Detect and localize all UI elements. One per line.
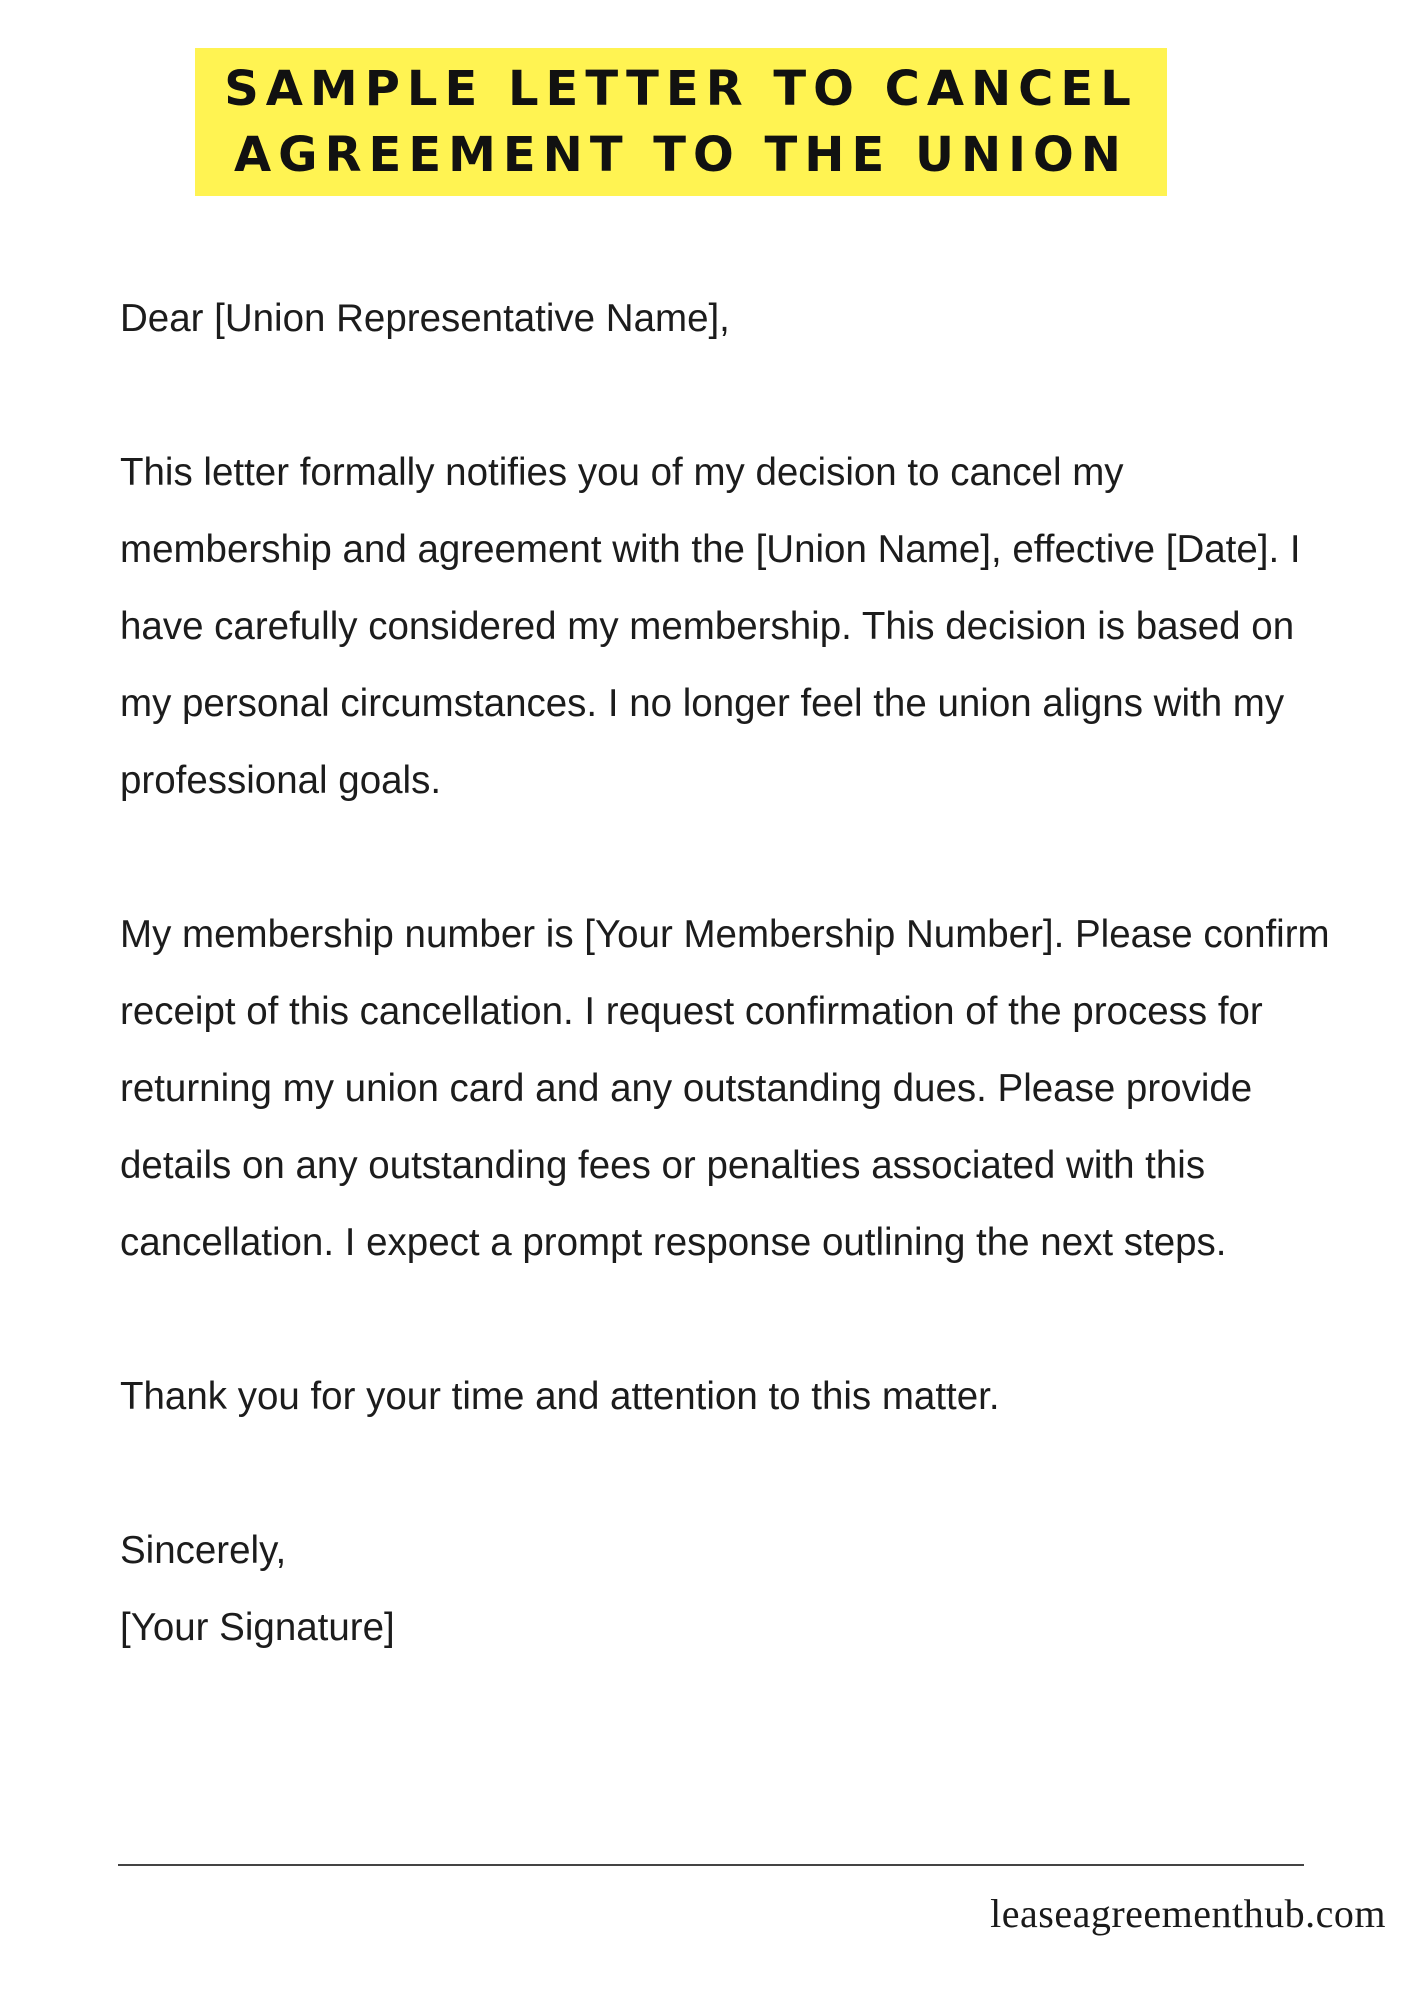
paragraph-membership: My membership number is [Your Membership Number]. Please confirm receipt of this cancellation. I request confirmation of the process for returning my union card and any outstanding dues. Please provide details on any outstanding fees or penalties associated with this cancellation. I expect a prompt response outlining the next steps. xyxy=(120,913,1330,1264)
sign-off: Sincerely, xyxy=(120,1529,287,1572)
title-line-2: AGREEMENT TO THE UNION xyxy=(234,127,1128,183)
signature-line xyxy=(118,1864,1304,1866)
letter-body xyxy=(120,280,1330,1666)
title-line-1: SAMPLE LETTER TO CANCEL xyxy=(224,61,1138,117)
paragraph-intent: This letter formally notifies you of my decision to cancel my membership and agreement with the [Union Name], effective [Date]. I have carefully considered my membership. This decision is based on my personal circumstances. I no longer feel the union aligns with my professional goals. xyxy=(120,451,1301,802)
signature-placeholder: [Your Signature] xyxy=(120,1606,395,1649)
website-credit: leaseagreementhub.com xyxy=(990,1891,1386,1936)
salutation: Dear [Union Representative Name], xyxy=(120,297,730,340)
closing-thanks: Thank you for your time and attention to this matter. xyxy=(120,1375,1000,1418)
title-banner xyxy=(195,48,1167,196)
